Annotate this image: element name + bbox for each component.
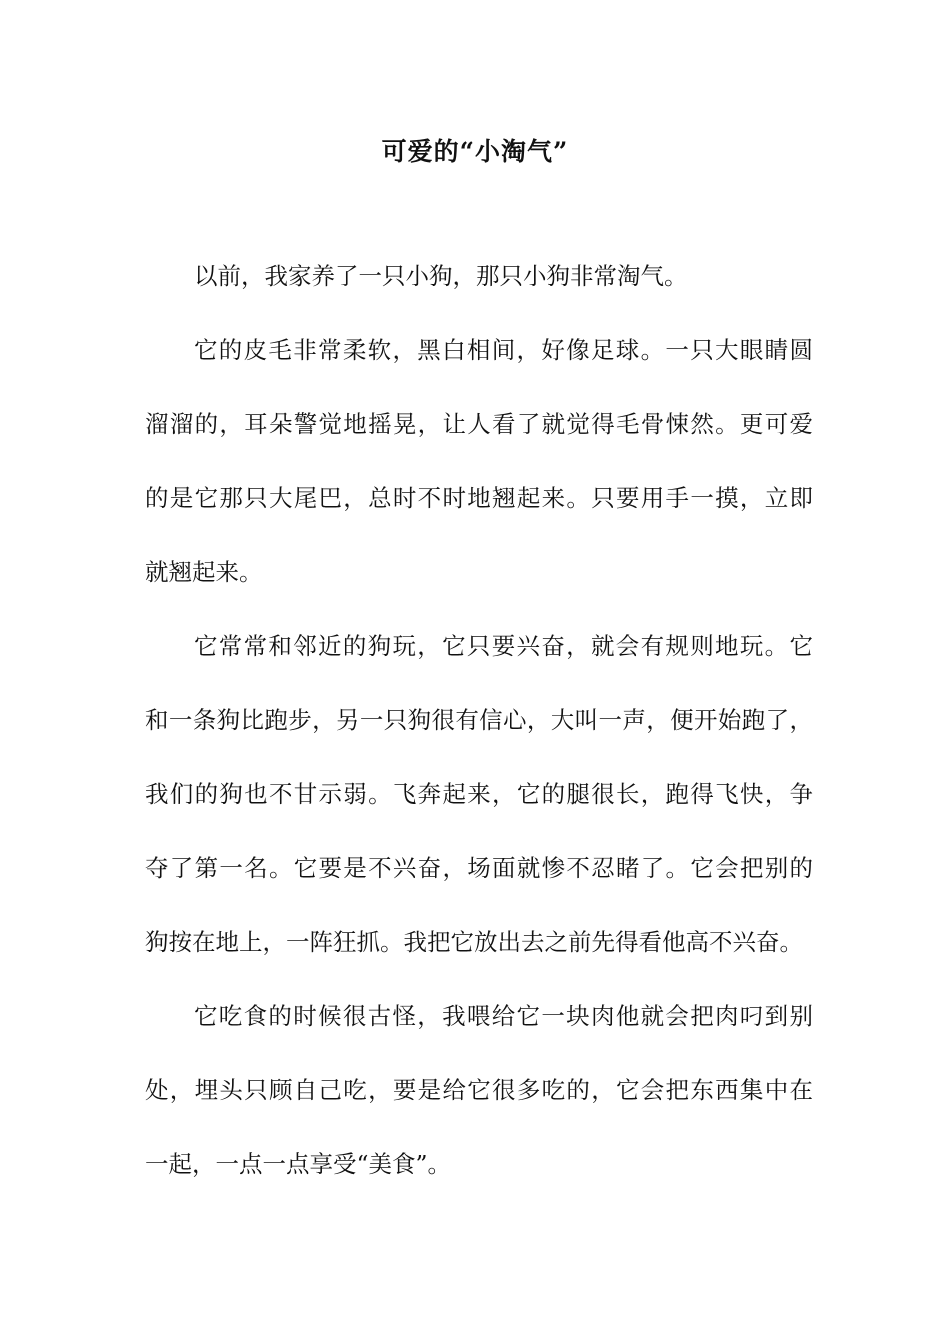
text-line: 狗按在地上，一阵狂抓。我把它放出去之前先得看他高不兴奋。 <box>145 928 803 956</box>
text-line: 夺了第一名。它要是不兴奋，场面就惨不忍睹了。它会把别的 <box>145 854 813 882</box>
text-line: 和一条狗比跑步，另一只狗很有信心，大叫一声，便开始跑了， <box>145 706 813 734</box>
paragraph-4 <box>145 994 813 1216</box>
paragraph-3 <box>145 624 813 994</box>
text-line: 它吃食的时候很古怪，我喂给它一块肉他就会把肉叼到别 <box>194 1002 813 1030</box>
text-line: 它常常和邻近的狗玩，它只要兴奋，就会有规则地玩。它 <box>194 632 813 660</box>
text-line: 一起，一点一点享受“美食”。 <box>145 1150 452 1178</box>
text-line: 溜溜的，耳朵警觉地摇晃，让人看了就觉得毛骨悚然。更可爱 <box>145 410 813 438</box>
text-line: 就翘起来。 <box>145 558 263 586</box>
text-line: 处，埋头只顾自己吃，要是给它很多吃的，它会把东西集中在 <box>145 1076 813 1104</box>
text-line: 的是它那只大尾巴，总时不时地翘起来。只要用手一摸，立即 <box>145 484 813 512</box>
text-line: 我们的狗也不甘示弱。飞奔起来，它的腿很长，跑得飞快，争 <box>145 780 813 808</box>
text-line: 以前，我家养了一只小狗，那只小狗非常淘气。 <box>194 262 688 290</box>
paragraph-1 <box>145 254 813 328</box>
paragraph-2 <box>145 328 813 624</box>
text-line: 它的皮毛非常柔软，黑白相间，好像足球。一只大眼睛圆 <box>194 336 813 364</box>
page-title: 可爱的“小淘气” <box>381 137 569 166</box>
essay-body <box>145 254 813 1216</box>
